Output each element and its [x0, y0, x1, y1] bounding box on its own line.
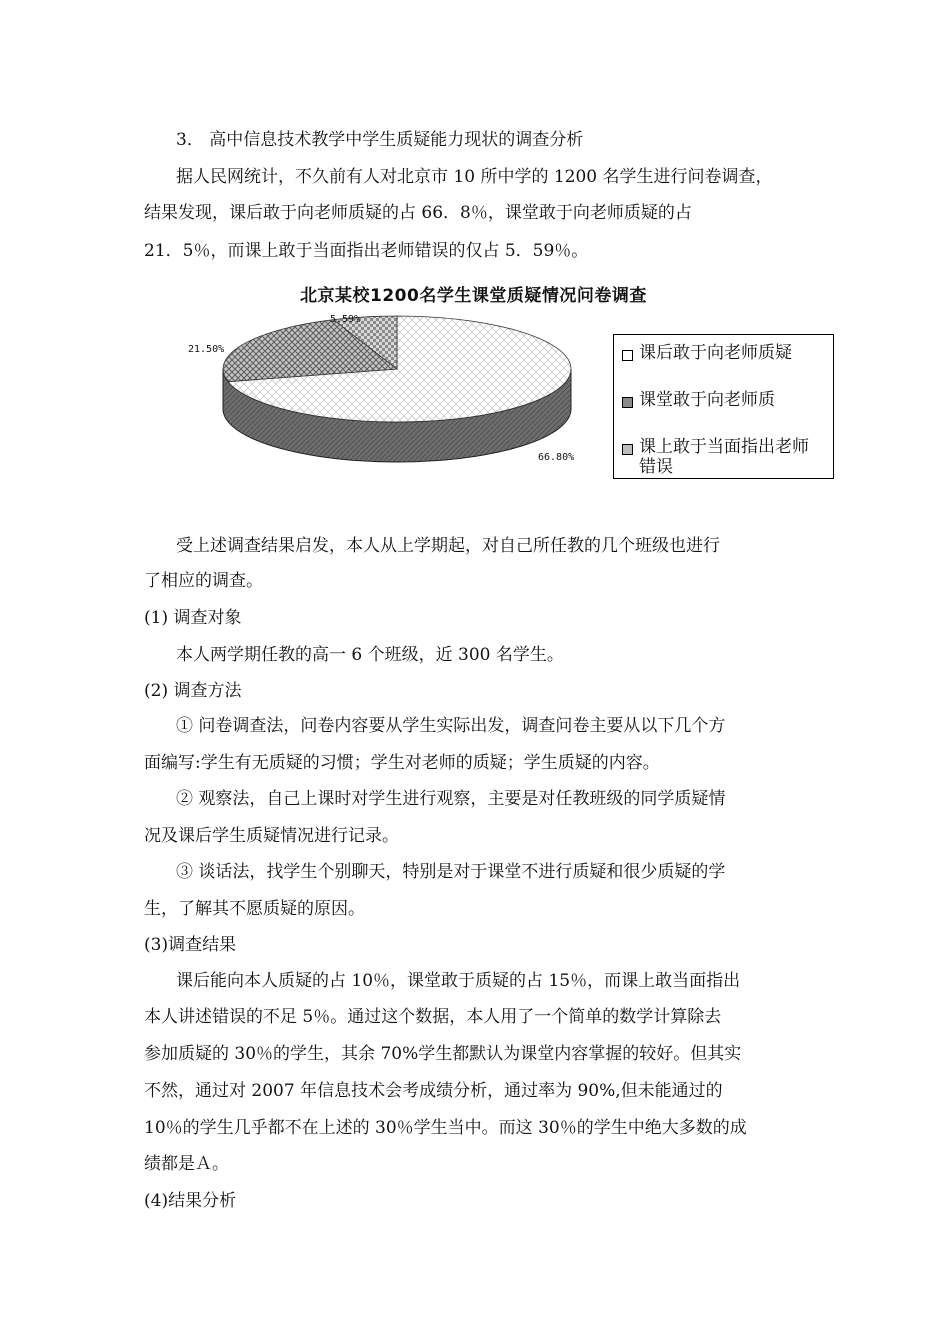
subsection-2-title: (2) 调查方法	[144, 681, 242, 701]
paragraph-1-line-1: 受上述调查结果启发，本人从上学期起，对自己所任教的几个班级也进行	[176, 536, 720, 556]
legend-label-1: 课后敢于向老师质疑	[639, 343, 792, 363]
result-line-6: 绩都是Ａ。	[144, 1154, 229, 1174]
pie-chart	[160, 300, 600, 480]
method-1-line-1: ① 问卷调查法，问卷内容要从学生实际出发，调查问卷主要从以下几个方	[176, 716, 726, 736]
legend-label-3-line-1: 课上敢于当面指出老师	[639, 437, 809, 457]
pie-data-label-3: 5.59%	[330, 314, 361, 325]
pie-data-label-2: 21.50%	[188, 344, 225, 355]
method-1-line-2: 面编写:学生有无质疑的习惯；学生对老师的质疑；学生质疑的内容。	[144, 753, 660, 773]
method-3-line-2: 生，了解其不愿质疑的原因。	[144, 899, 365, 919]
method-2-line-2: 况及课后学生质疑情况进行记录。	[144, 826, 399, 846]
result-line-3: 参加质疑的 30％的学生，其余 70%学生都默认为课堂内容掌握的较好。但其实	[144, 1044, 742, 1064]
pie-data-label-1: 66.80%	[538, 452, 575, 463]
legend-label-3-line-2: 错误	[639, 457, 673, 477]
subsection-4-title: (4)结果分析	[144, 1191, 237, 1211]
intro-line-3: 21．5％，而课上敢于当面指出老师错误的仅占 5．59％。	[144, 241, 589, 261]
chart-legend	[613, 334, 834, 479]
method-3-line-1: ③ 谈话法，找学生个别聊天，特别是对于课堂不进行质疑和很少质疑的学	[176, 862, 726, 882]
legend-label-2: 课堂敢于向老师质	[639, 390, 775, 410]
legend-swatch-1	[622, 350, 633, 361]
legend-item-3	[622, 437, 809, 477]
result-line-4: 不然，通过对 2007 年信息技术会考成绩分析，通过率为 90%,但未能通过的	[144, 1081, 723, 1101]
legend-label-3	[639, 437, 809, 477]
method-2-line-1: ② 观察法，自己上课时对学生进行观察，主要是对任教班级的同学质疑情	[176, 789, 726, 809]
intro-line-2: 结果发现，课后敢于向老师质疑的占 66．8％，课堂敢于向老师质疑的占	[144, 203, 692, 223]
result-line-5: 10％的学生几乎都不在上述的 30％学生当中。而这 30％的学生中绝大多数的成	[144, 1118, 747, 1138]
intro-line-1: 据人民网统计，不久前有人对北京市 10 所中学的 1200 名学生进行问卷调查，	[176, 167, 773, 187]
subsection-3-title: (3)调查结果	[144, 935, 237, 955]
paragraph-1-line-2: 了相应的调查。	[144, 571, 263, 591]
legend-swatch-3	[622, 444, 633, 455]
result-line-2: 本人讲述错误的不足 5％。通过这个数据，本人用了一个简单的数学计算除去	[144, 1007, 722, 1027]
subsection-1-text: 本人两学期任教的高一 6 个班级，近 300 名学生。	[176, 645, 564, 665]
section-heading: 3． 高中信息技术教学中学生质疑能力现状的调查分析	[176, 130, 584, 150]
legend-swatch-2	[622, 397, 633, 408]
chart-title: 北京某校1200名学生课堂质疑情况问卷调查	[300, 286, 647, 306]
subsection-1-title: (1) 调查对象	[144, 608, 242, 628]
legend-item-2	[622, 390, 775, 410]
legend-item-1	[622, 343, 792, 363]
result-line-1: 课后能向本人质疑的占 10％，课堂敢于质疑的占 15％，而课上敢当面指出	[176, 971, 741, 991]
